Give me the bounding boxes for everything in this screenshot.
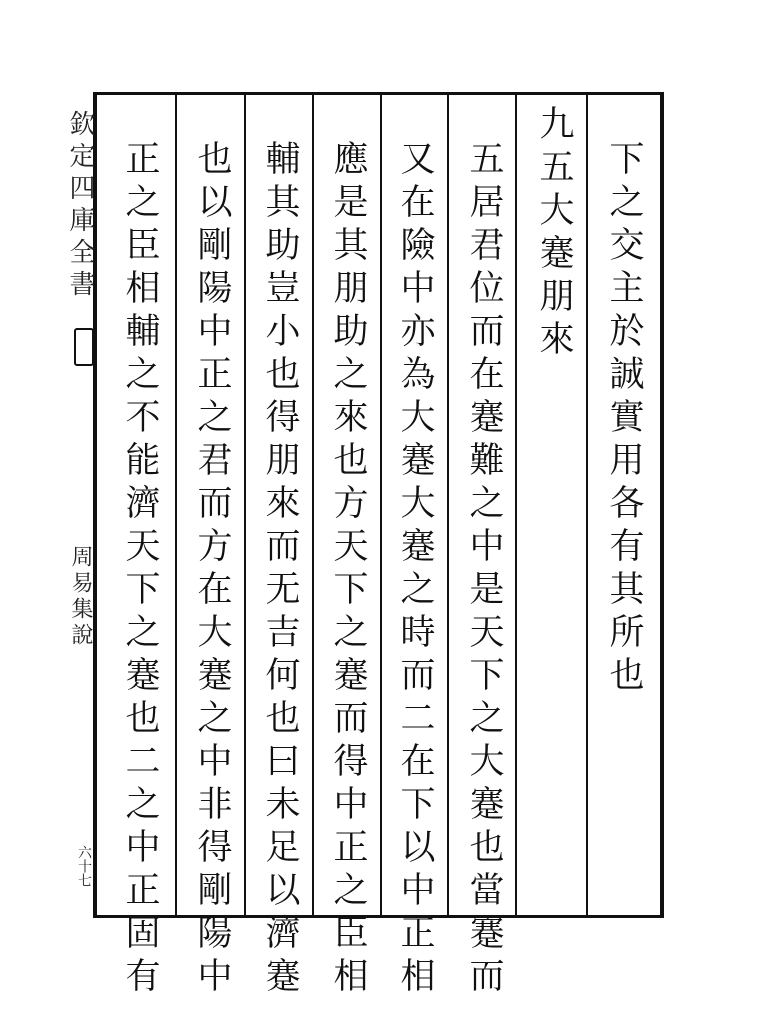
outer-rule-right xyxy=(660,92,664,918)
column-rule xyxy=(586,92,588,918)
text-column-4: 又在險中亦為大蹇大蹇之時而二在下以中正相 xyxy=(395,140,435,1000)
text-column-2: 九五大蹇朋來 xyxy=(534,105,574,363)
fish-tail-mark xyxy=(74,328,94,366)
page-margin xyxy=(65,100,95,915)
text-column-7: 也以剛陽中正之君而方在大蹇之中非得剛陽中 xyxy=(192,140,232,1000)
page-frame xyxy=(93,92,663,1000)
text-column-6: 輔其助豈小也得朋來而无吉何也曰未足以濟蹇 xyxy=(260,140,300,1000)
margin-page-number: 六十七 xyxy=(76,845,92,887)
column-rule xyxy=(380,92,382,918)
column-rule xyxy=(175,92,177,918)
margin-title: 欽定四庫全書 xyxy=(65,110,95,302)
column-rule xyxy=(244,92,246,918)
column-rule xyxy=(312,92,314,918)
column-rule xyxy=(515,92,517,918)
margin-book-title: 周易集說 xyxy=(68,545,93,649)
text-column-3: 五居君位而在蹇難之中是天下之大蹇也當蹇而 xyxy=(464,140,504,1000)
text-column-5: 應是其朋助之來也方天下之蹇而得中正之臣相 xyxy=(328,140,368,1000)
text-column-1: 下之交主於誠實用各有其所也 xyxy=(604,140,644,699)
text-column-8: 正之臣相輔之不能濟天下之蹇也二之中正固有 xyxy=(120,140,160,1000)
column-rule xyxy=(447,92,449,918)
